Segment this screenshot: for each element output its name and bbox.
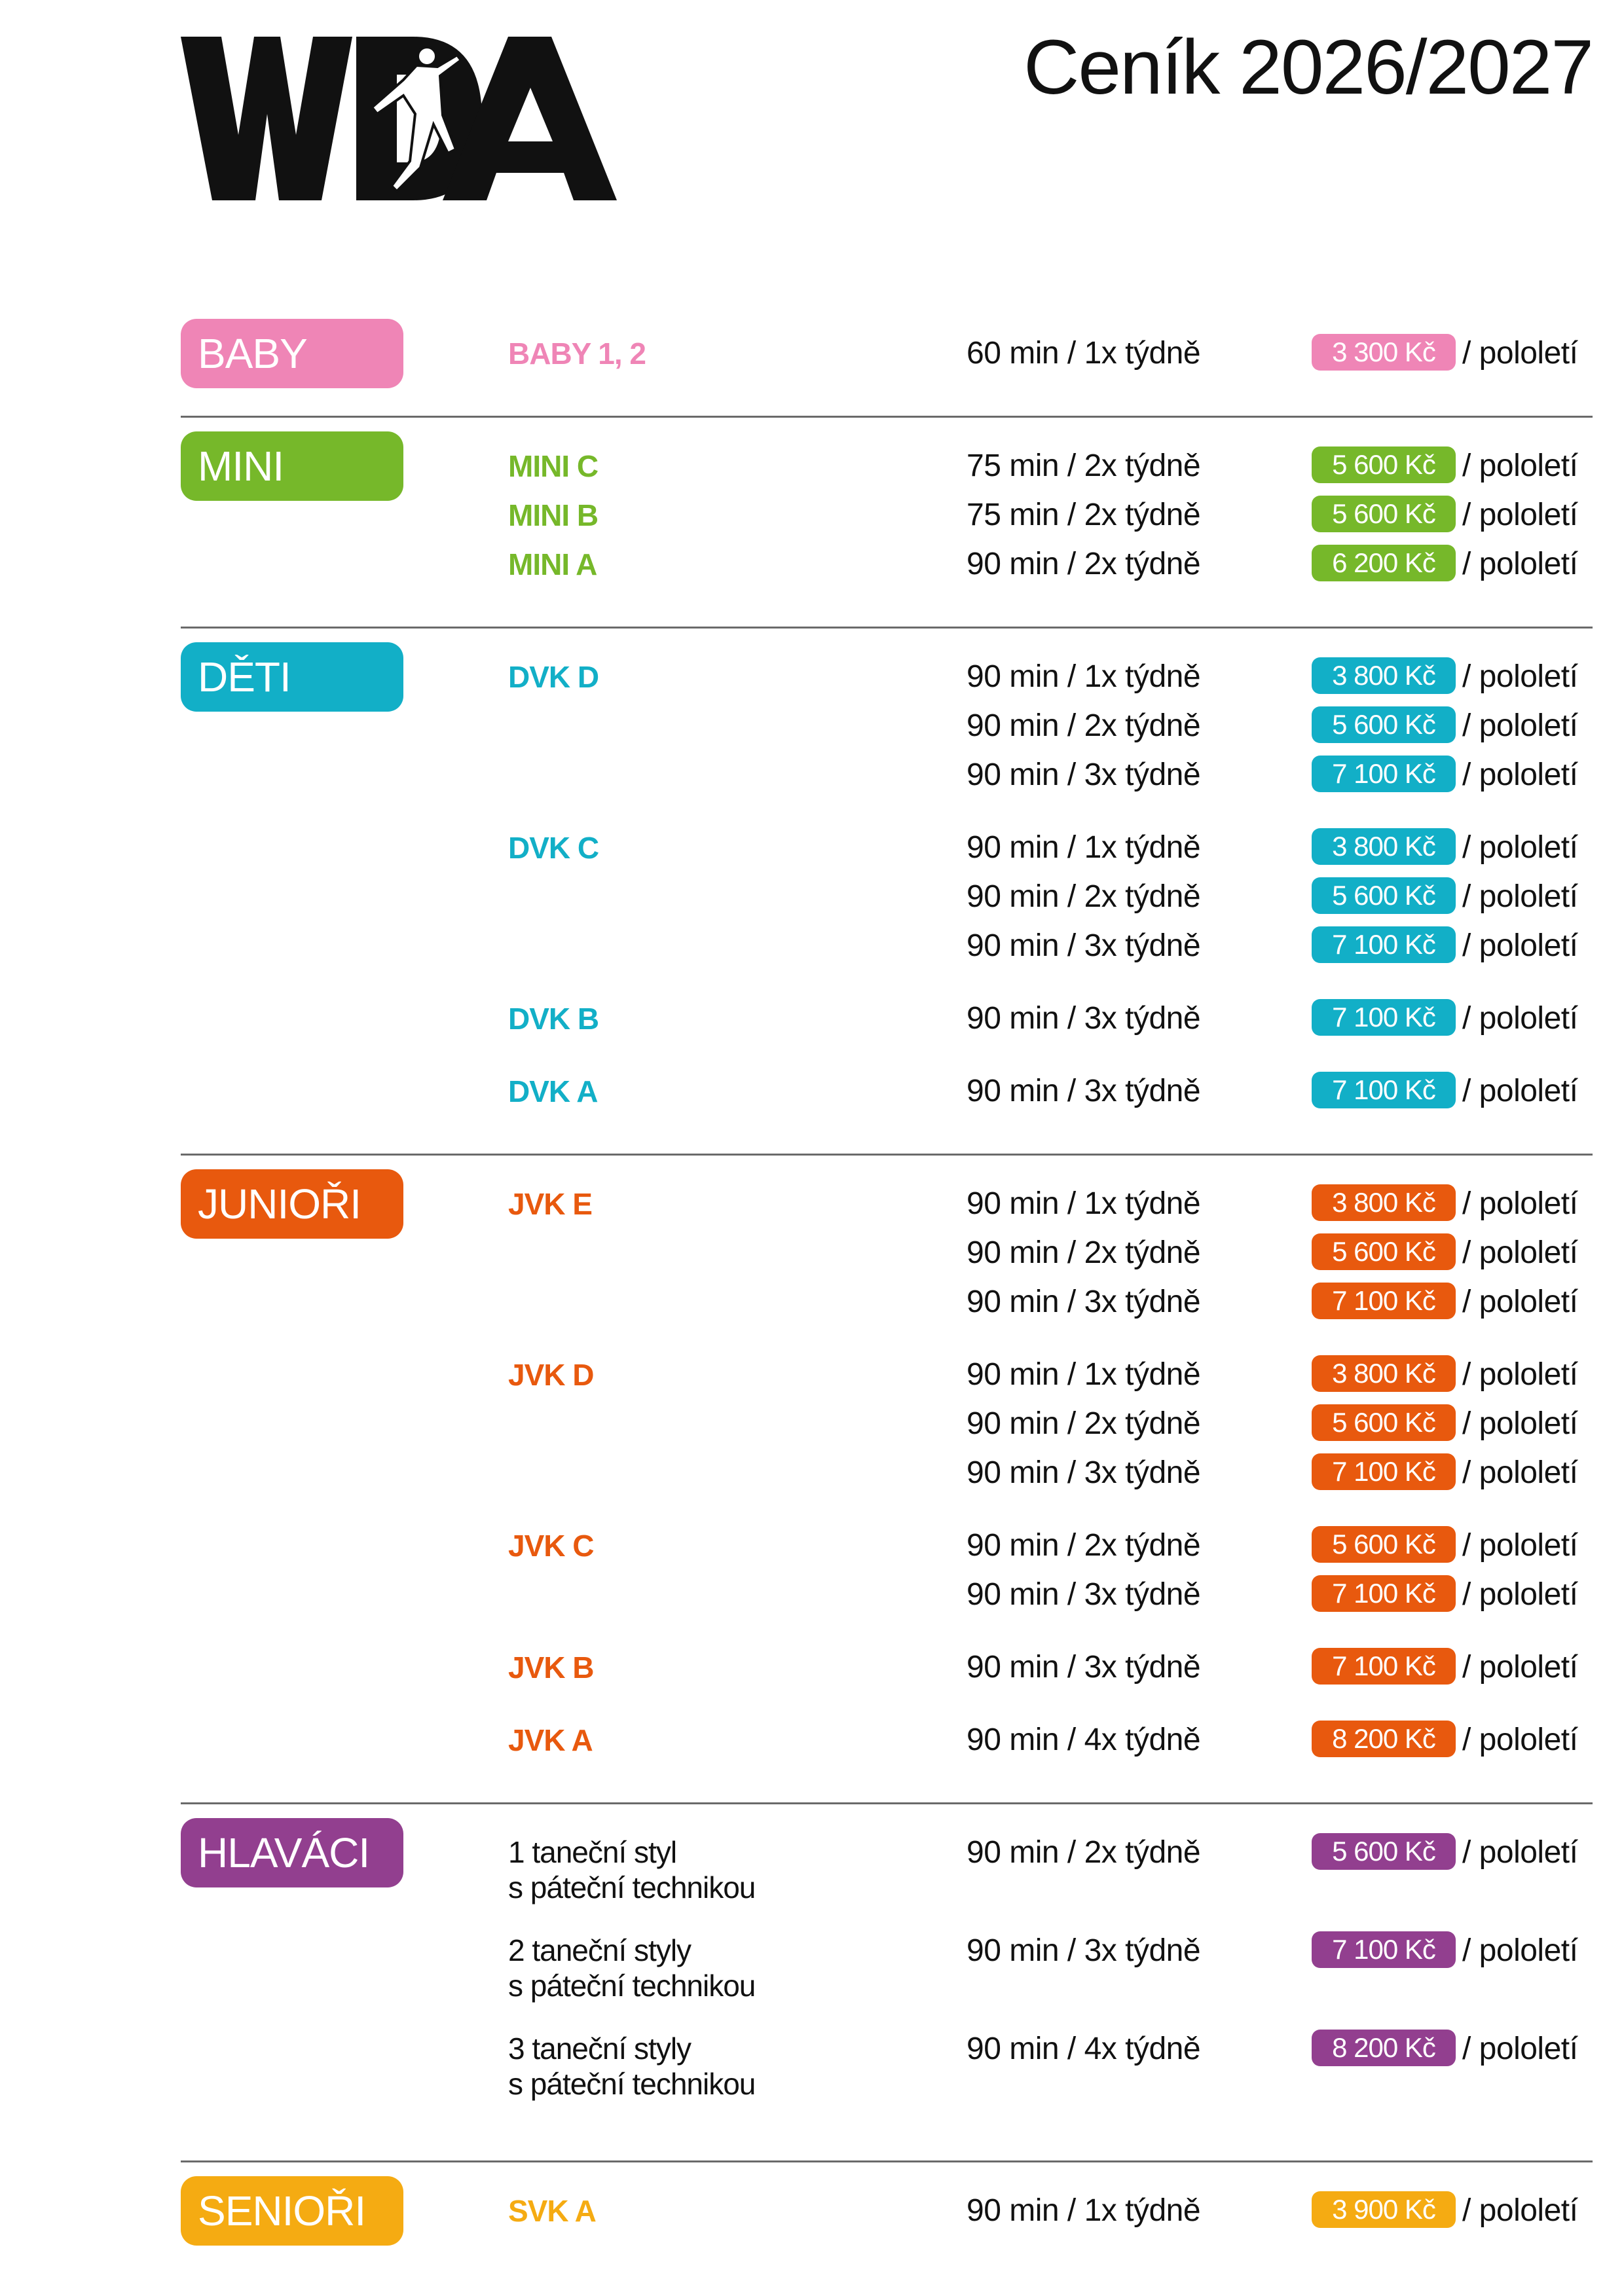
page-title: Ceník 2026/2027: [1024, 24, 1593, 111]
price-badge: 3 800 Kč: [1312, 828, 1456, 865]
group-name-line: JVK D: [508, 1358, 594, 1392]
price-badge: 3 800 Kč: [1312, 657, 1456, 694]
group-name-line: 3 taneční styly: [508, 2032, 692, 2066]
group: [181, 1834, 1593, 1933]
price-row: [181, 335, 1593, 384]
price-row: [181, 1722, 1593, 1771]
price-badge: 5 600 Kč: [1312, 877, 1456, 914]
group: [181, 1722, 1593, 1771]
category-badge: HLAVÁCI: [181, 1818, 403, 1887]
price-period: / pololetí: [1462, 757, 1578, 792]
group: [181, 335, 1593, 384]
lesson-frequency: 90 min / 3x týdně: [967, 1285, 1201, 1319]
section-0: [181, 330, 1593, 418]
section-1: [181, 418, 1593, 629]
price-badge: 7 100 Kč: [1312, 1931, 1456, 1968]
lesson-frequency: 90 min / 3x týdně: [967, 1933, 1201, 1968]
price-period: / pololetí: [1462, 2193, 1578, 2228]
group: [181, 546, 1593, 595]
price-row: [181, 659, 1593, 708]
group: [181, 1357, 1593, 1504]
price-badge: 3 800 Kč: [1312, 1184, 1456, 1221]
group: [181, 2031, 1593, 2129]
group: [181, 1073, 1593, 1122]
group: [181, 829, 1593, 977]
price-badge: 7 100 Kč: [1312, 1648, 1456, 1685]
price-badge: 5 600 Kč: [1312, 1833, 1456, 1870]
price-row: [181, 1455, 1593, 1504]
price-row: [181, 1000, 1593, 1049]
category-badge: JUNIOŘI: [181, 1169, 403, 1239]
logo-letter-w: [181, 37, 352, 200]
group-name-line: DVK B: [508, 1002, 599, 1036]
price-period: / pololetí: [1462, 830, 1578, 865]
price-row: [181, 1073, 1593, 1122]
lesson-frequency: 90 min / 3x týdně: [967, 928, 1201, 963]
group: [181, 2193, 1593, 2242]
price-row: [181, 497, 1593, 546]
price-badge: 7 100 Kč: [1312, 999, 1456, 1036]
price-badge: 7 100 Kč: [1312, 756, 1456, 792]
price-row: [181, 708, 1593, 757]
lesson-frequency: 90 min / 3x týdně: [967, 1577, 1201, 1612]
group-name-line: BABY 1, 2: [508, 337, 646, 371]
price-row: [181, 1834, 1593, 1933]
section-3: [181, 1156, 1593, 1804]
group-name-line: 2 taneční styly: [508, 1933, 692, 1967]
lesson-frequency: 90 min / 1x týdně: [967, 1357, 1201, 1392]
price-row: [181, 1576, 1593, 1626]
price-badge: 5 600 Kč: [1312, 1526, 1456, 1563]
group: [181, 1186, 1593, 1333]
price-badge: 5 600 Kč: [1312, 496, 1456, 532]
group-name-line: JVK B: [508, 1650, 594, 1685]
section-5: [181, 2162, 1593, 2273]
price-period: / pololetí: [1462, 1406, 1578, 1441]
lesson-frequency: 90 min / 4x týdně: [967, 2032, 1201, 2066]
group: [181, 448, 1593, 497]
group-name-line: 1 taneční styl: [508, 1835, 677, 1869]
price-period: / pololetí: [1462, 1235, 1578, 1270]
price-period: / pololetí: [1462, 879, 1578, 914]
lesson-frequency: 75 min / 2x týdně: [967, 448, 1201, 483]
lesson-frequency: 90 min / 1x týdně: [967, 830, 1201, 865]
price-period: / pololetí: [1462, 1577, 1578, 1612]
price-period: / pololetí: [1462, 1835, 1578, 1870]
group-name-line: MINI B: [508, 498, 599, 532]
price-period: / pololetí: [1462, 1722, 1578, 1757]
group-name-line: DVK C: [508, 831, 599, 865]
lesson-frequency: 75 min / 2x týdně: [967, 498, 1201, 532]
price-badge: 3 800 Kč: [1312, 1355, 1456, 1392]
lesson-frequency: 90 min / 2x týdně: [967, 1835, 1201, 1870]
group: [181, 1649, 1593, 1698]
price-row: [181, 1527, 1593, 1576]
lesson-frequency: 90 min / 3x týdně: [967, 757, 1201, 792]
price-period: / pololetí: [1462, 1357, 1578, 1392]
category-badge: DĚTI: [181, 642, 403, 712]
price-period: / pololetí: [1462, 1650, 1578, 1685]
lesson-frequency: 90 min / 3x týdně: [967, 1001, 1201, 1036]
price-badge: 7 100 Kč: [1312, 926, 1456, 963]
price-badge: 7 100 Kč: [1312, 1072, 1456, 1108]
price-badge: 8 200 Kč: [1312, 2030, 1456, 2066]
group-name-line: DVK D: [508, 660, 599, 694]
price-period: / pololetí: [1462, 1001, 1578, 1036]
group-name-line: s páteční technikou: [508, 2067, 756, 2101]
price-period: / pololetí: [1462, 1186, 1578, 1221]
price-badge: 7 100 Kč: [1312, 1283, 1456, 1319]
price-badge: 8 200 Kč: [1312, 1721, 1456, 1757]
price-period: / pololetí: [1462, 448, 1578, 483]
price-row: [181, 1284, 1593, 1333]
section-2: [181, 629, 1593, 1156]
group-name-line: DVK A: [508, 1074, 598, 1108]
group-name-line: JVK C: [508, 1529, 594, 1563]
price-badge: 5 600 Kč: [1312, 706, 1456, 743]
group: [181, 1000, 1593, 1049]
price-row: [181, 1406, 1593, 1455]
price-period: / pololetí: [1462, 928, 1578, 963]
group-name-line: MINI A: [508, 547, 597, 581]
category-badge: MINI: [181, 431, 403, 501]
price-period: / pololetí: [1462, 2032, 1578, 2066]
price-row: [181, 2031, 1593, 2129]
price-row: [181, 1933, 1593, 2031]
price-period: / pololetí: [1462, 1528, 1578, 1563]
group-name-line: JVK E: [508, 1187, 592, 1221]
wda-logo: [181, 37, 617, 204]
lesson-frequency: 90 min / 4x týdně: [967, 1722, 1201, 1757]
category-badge: SENIOŘI: [181, 2176, 403, 2246]
price-period: / pololetí: [1462, 1285, 1578, 1319]
lesson-frequency: 90 min / 2x týdně: [967, 879, 1201, 914]
price-row: [181, 829, 1593, 879]
group-name-line: JVK A: [508, 1723, 593, 1757]
lesson-frequency: 90 min / 2x týdně: [967, 1528, 1201, 1563]
group: [181, 1933, 1593, 2031]
lesson-frequency: 90 min / 3x týdně: [967, 1074, 1201, 1108]
lesson-frequency: 60 min / 1x týdně: [967, 336, 1201, 371]
lesson-frequency: 90 min / 2x týdně: [967, 547, 1201, 581]
price-badge: 5 600 Kč: [1312, 1404, 1456, 1441]
group-name-line: MINI C: [508, 449, 599, 483]
price-row: [181, 879, 1593, 928]
lesson-frequency: 90 min / 1x týdně: [967, 659, 1201, 694]
price-row: [181, 2193, 1593, 2242]
price-period: / pololetí: [1462, 1455, 1578, 1490]
group-name-line: s páteční technikou: [508, 1870, 756, 1904]
lesson-frequency: 90 min / 1x týdně: [967, 1186, 1201, 1221]
price-period: / pololetí: [1462, 659, 1578, 694]
price-period: / pololetí: [1462, 1074, 1578, 1108]
price-row: [181, 1235, 1593, 1284]
group: [181, 497, 1593, 546]
price-row: [181, 1186, 1593, 1235]
category-badge: BABY: [181, 319, 403, 388]
price-row: [181, 448, 1593, 497]
price-period: / pololetí: [1462, 547, 1578, 581]
price-period: / pololetí: [1462, 708, 1578, 743]
group-name-line: SVK A: [508, 2194, 596, 2228]
lesson-frequency: 90 min / 3x týdně: [967, 1650, 1201, 1685]
price-badge: 3 900 Kč: [1312, 2191, 1456, 2228]
price-row: [181, 546, 1593, 595]
price-list: [181, 330, 1593, 2273]
group-name-line: s páteční technikou: [508, 1969, 756, 2003]
price-badge: 5 600 Kč: [1312, 1233, 1456, 1270]
lesson-frequency: 90 min / 1x týdně: [967, 2193, 1201, 2228]
lesson-frequency: 90 min / 2x týdně: [967, 1406, 1201, 1441]
price-badge: 5 600 Kč: [1312, 446, 1456, 483]
lesson-frequency: 90 min / 2x týdně: [967, 1235, 1201, 1270]
price-badge: 3 300 Kč: [1312, 334, 1456, 371]
price-period: / pololetí: [1462, 498, 1578, 532]
price-row: [181, 928, 1593, 977]
price-badge: 7 100 Kč: [1312, 1453, 1456, 1490]
lesson-frequency: 90 min / 2x týdně: [967, 708, 1201, 743]
group: [181, 659, 1593, 806]
lesson-frequency: 90 min / 3x týdně: [967, 1455, 1201, 1490]
price-row: [181, 1357, 1593, 1406]
price-badge: 6 200 Kč: [1312, 545, 1456, 581]
price-row: [181, 1649, 1593, 1698]
price-badge: 7 100 Kč: [1312, 1575, 1456, 1612]
price-period: / pololetí: [1462, 1933, 1578, 1968]
price-period: / pololetí: [1462, 336, 1578, 371]
price-row: [181, 757, 1593, 806]
group: [181, 1527, 1593, 1626]
section-4: [181, 1804, 1593, 2162]
